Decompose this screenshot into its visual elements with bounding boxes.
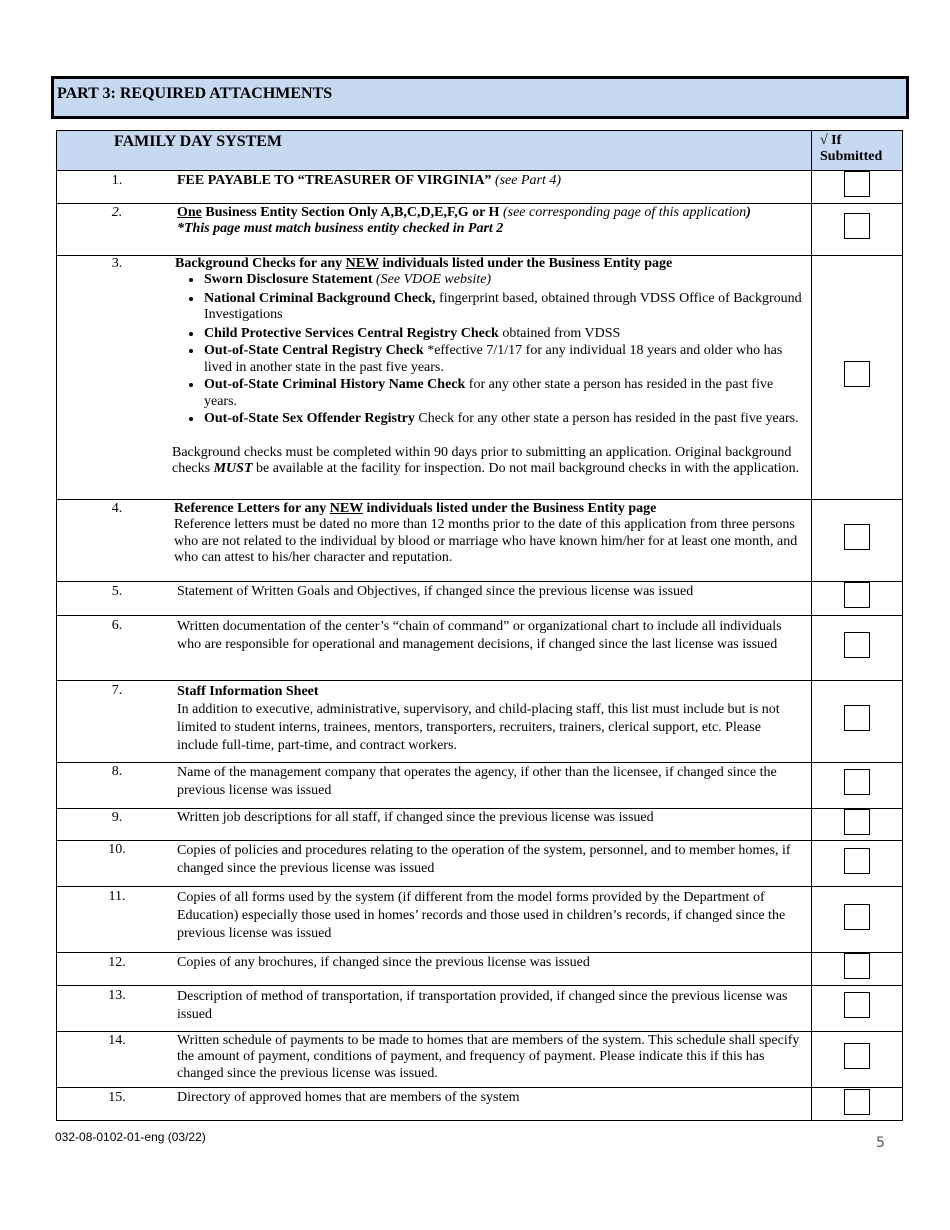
item-number: 2. xyxy=(111,204,123,220)
submitted-label: Submitted xyxy=(820,149,883,164)
table-row xyxy=(57,203,903,255)
item-text: Written schedule of payments to be made to homes that are members of the system. This schedule shall specify the amount of payment, conditions of payment, and frequency of payment. Please indicate this if this has changed since the previous license was issued. xyxy=(177,1032,800,1081)
item-text: Written documentation of the center’s “chain of command” or organizational chart to include all individuals who are responsible for operational and management decisions, if changed since the last license was issued xyxy=(177,618,782,652)
item-heading-rest: individuals listed under the Business Entity page xyxy=(378,255,673,271)
item-heading: Reference Letters for any xyxy=(174,500,330,516)
submitted-checkbox[interactable] xyxy=(844,904,870,930)
item-heading-rest: individuals listed under the Business Entity page xyxy=(362,500,657,516)
item-number: 5. xyxy=(111,583,123,599)
item-number: 14. xyxy=(108,1032,126,1048)
list-item: • National Criminal Background Check, fingerprint based, obtained through VDSS Office of Background Investigations xyxy=(203,291,805,324)
table-row xyxy=(57,1087,903,1121)
section-title-cell xyxy=(57,131,812,171)
page-number: 5 xyxy=(876,1135,885,1151)
table-row xyxy=(57,255,903,499)
item-note: (see corresponding page of this application xyxy=(499,204,747,220)
item-number: 9. xyxy=(111,809,123,825)
list-item: • Out-of-State Criminal History Name Check for any other state a person has resided in the past five years. xyxy=(203,377,805,410)
item-number: 15. xyxy=(108,1089,126,1105)
table-row xyxy=(57,680,903,762)
item-text: Statement of Written Goals and Objectives, if changed since the previous license was issued xyxy=(177,583,694,599)
table-row xyxy=(57,841,903,887)
list-item: • Out-of-State Central Registry Check *effective 7/1/17 for any individual 18 years and older who has lived in another state in the past five years. xyxy=(203,343,805,376)
submitted-checkbox[interactable] xyxy=(844,361,870,387)
item-note-close: ) xyxy=(746,204,751,220)
submitted-checkbox[interactable] xyxy=(844,705,870,731)
item-note: (see Part 4) xyxy=(491,173,562,188)
item-number: 3. xyxy=(111,255,123,271)
item-text: Copies of all forms used by the system (if different from the model forms provided by the Department of Education) especially those used in homes’ records and those used in children’s records, if changed since the previous license was issued xyxy=(177,890,786,941)
item-number: 11. xyxy=(108,889,126,904)
list-item: • Child Protective Services Central Registry Check obtained from VDSS xyxy=(203,326,805,343)
requirement-list xyxy=(175,272,805,428)
table-row xyxy=(57,171,903,204)
item-number: 6. xyxy=(111,617,123,633)
table-row xyxy=(57,581,903,615)
item-text: Name of the management company that operates the agency, if other than the licensee, if changed since the previous license was issued xyxy=(177,764,777,798)
item-text: In addition to executive, administrative, supervisory, and child-placing staff, this list must include but is not limited to student interns, trainees, mentors, transporters, recruiters, trainers, clerical support, etc. Please include full-time, part-time, and contract workers. xyxy=(177,701,780,753)
item-number: 7. xyxy=(111,682,123,698)
submitted-checkbox[interactable] xyxy=(844,1089,870,1115)
item-number: 8. xyxy=(111,763,123,779)
submitted-checkbox[interactable] xyxy=(844,769,870,795)
table-row xyxy=(57,808,903,841)
item-warning: *This page must match business entity checked in Part 2 xyxy=(177,221,504,236)
item-text-underlined: One xyxy=(177,204,202,220)
list-item: • Out-of-State Sex Offender Registry Check for any other state a person has resided in the past five years. xyxy=(203,411,805,428)
part-header xyxy=(51,76,909,119)
item-number: 1. xyxy=(111,173,123,188)
item-text: Copies of policies and procedures relating to the operation of the system, personnel, and to member homes, if changed since the previous license was issued xyxy=(177,843,791,876)
table-header xyxy=(57,131,903,171)
submitted-checkbox[interactable] xyxy=(844,992,870,1018)
attachments-table xyxy=(56,130,903,1121)
table-row xyxy=(57,1031,903,1087)
submitted-checkbox[interactable] xyxy=(844,632,870,658)
item-number: 10. xyxy=(108,842,126,857)
section-title: FAMILY DAY SYSTEM xyxy=(114,133,283,150)
submitted-checkbox[interactable] xyxy=(844,809,870,835)
item-number: 4. xyxy=(111,500,123,516)
item-heading-new: NEW xyxy=(329,500,363,516)
item-text: Description of method of transportation, if transportation provided, if changed since the previous license was issued xyxy=(177,988,788,1022)
submitted-checkbox[interactable] xyxy=(844,848,870,874)
table-row xyxy=(57,985,903,1031)
submitted-checkbox[interactable] xyxy=(844,953,870,979)
submitted-checkbox[interactable] xyxy=(844,524,870,550)
table-row xyxy=(57,762,903,808)
table-row xyxy=(57,499,903,581)
check-mark-label: √ If xyxy=(820,133,842,148)
list-item: • Sworn Disclosure Statement (See VDOE website) xyxy=(203,272,805,289)
submitted-checkbox[interactable] xyxy=(844,171,870,197)
form-code: 032-08-0102-01-eng (03/22) xyxy=(55,1130,206,1144)
item-text: Business Entity Section Only A,B,C,D,E,F,G or H xyxy=(201,204,500,220)
submitted-header xyxy=(812,131,903,171)
submitted-checkbox[interactable] xyxy=(844,213,870,239)
table-row xyxy=(57,953,903,986)
submitted-checkbox[interactable] xyxy=(844,1043,870,1069)
item-heading: Staff Information Sheet xyxy=(177,683,319,699)
background-check-paragraph: Background checks must be completed within 90 days prior to submitting an application. Original background checks MUST be available at the facility for inspection. Do not mail background checks in with the application. xyxy=(172,444,800,476)
item-text: Written job descriptions for all staff, if changed since the previous license was issued xyxy=(177,809,654,825)
table-row xyxy=(57,615,903,680)
table-row xyxy=(57,887,903,953)
item-number: 12. xyxy=(108,955,126,970)
item-heading: Background Checks for any xyxy=(175,255,346,271)
submitted-checkbox[interactable] xyxy=(844,582,870,608)
item-heading-new: NEW xyxy=(345,255,379,271)
item-text: Copies of any brochures, if changed since the previous license was issued xyxy=(177,955,590,970)
item-text: Directory of approved homes that are members of the system xyxy=(177,1089,520,1105)
item-text: Reference letters must be dated no more than 12 months prior to the date of this application from three persons who are not related to the individual by blood or marriage who have known him/her for at least one month, and who can attest to his/her character and reputation. xyxy=(174,517,798,565)
item-number: 13. xyxy=(108,987,126,1003)
item-text: FEE PAYABLE TO “TREASURER OF VIRGINIA” xyxy=(177,173,492,188)
part-title: PART 3: REQUIRED ATTACHMENTS xyxy=(57,85,333,102)
